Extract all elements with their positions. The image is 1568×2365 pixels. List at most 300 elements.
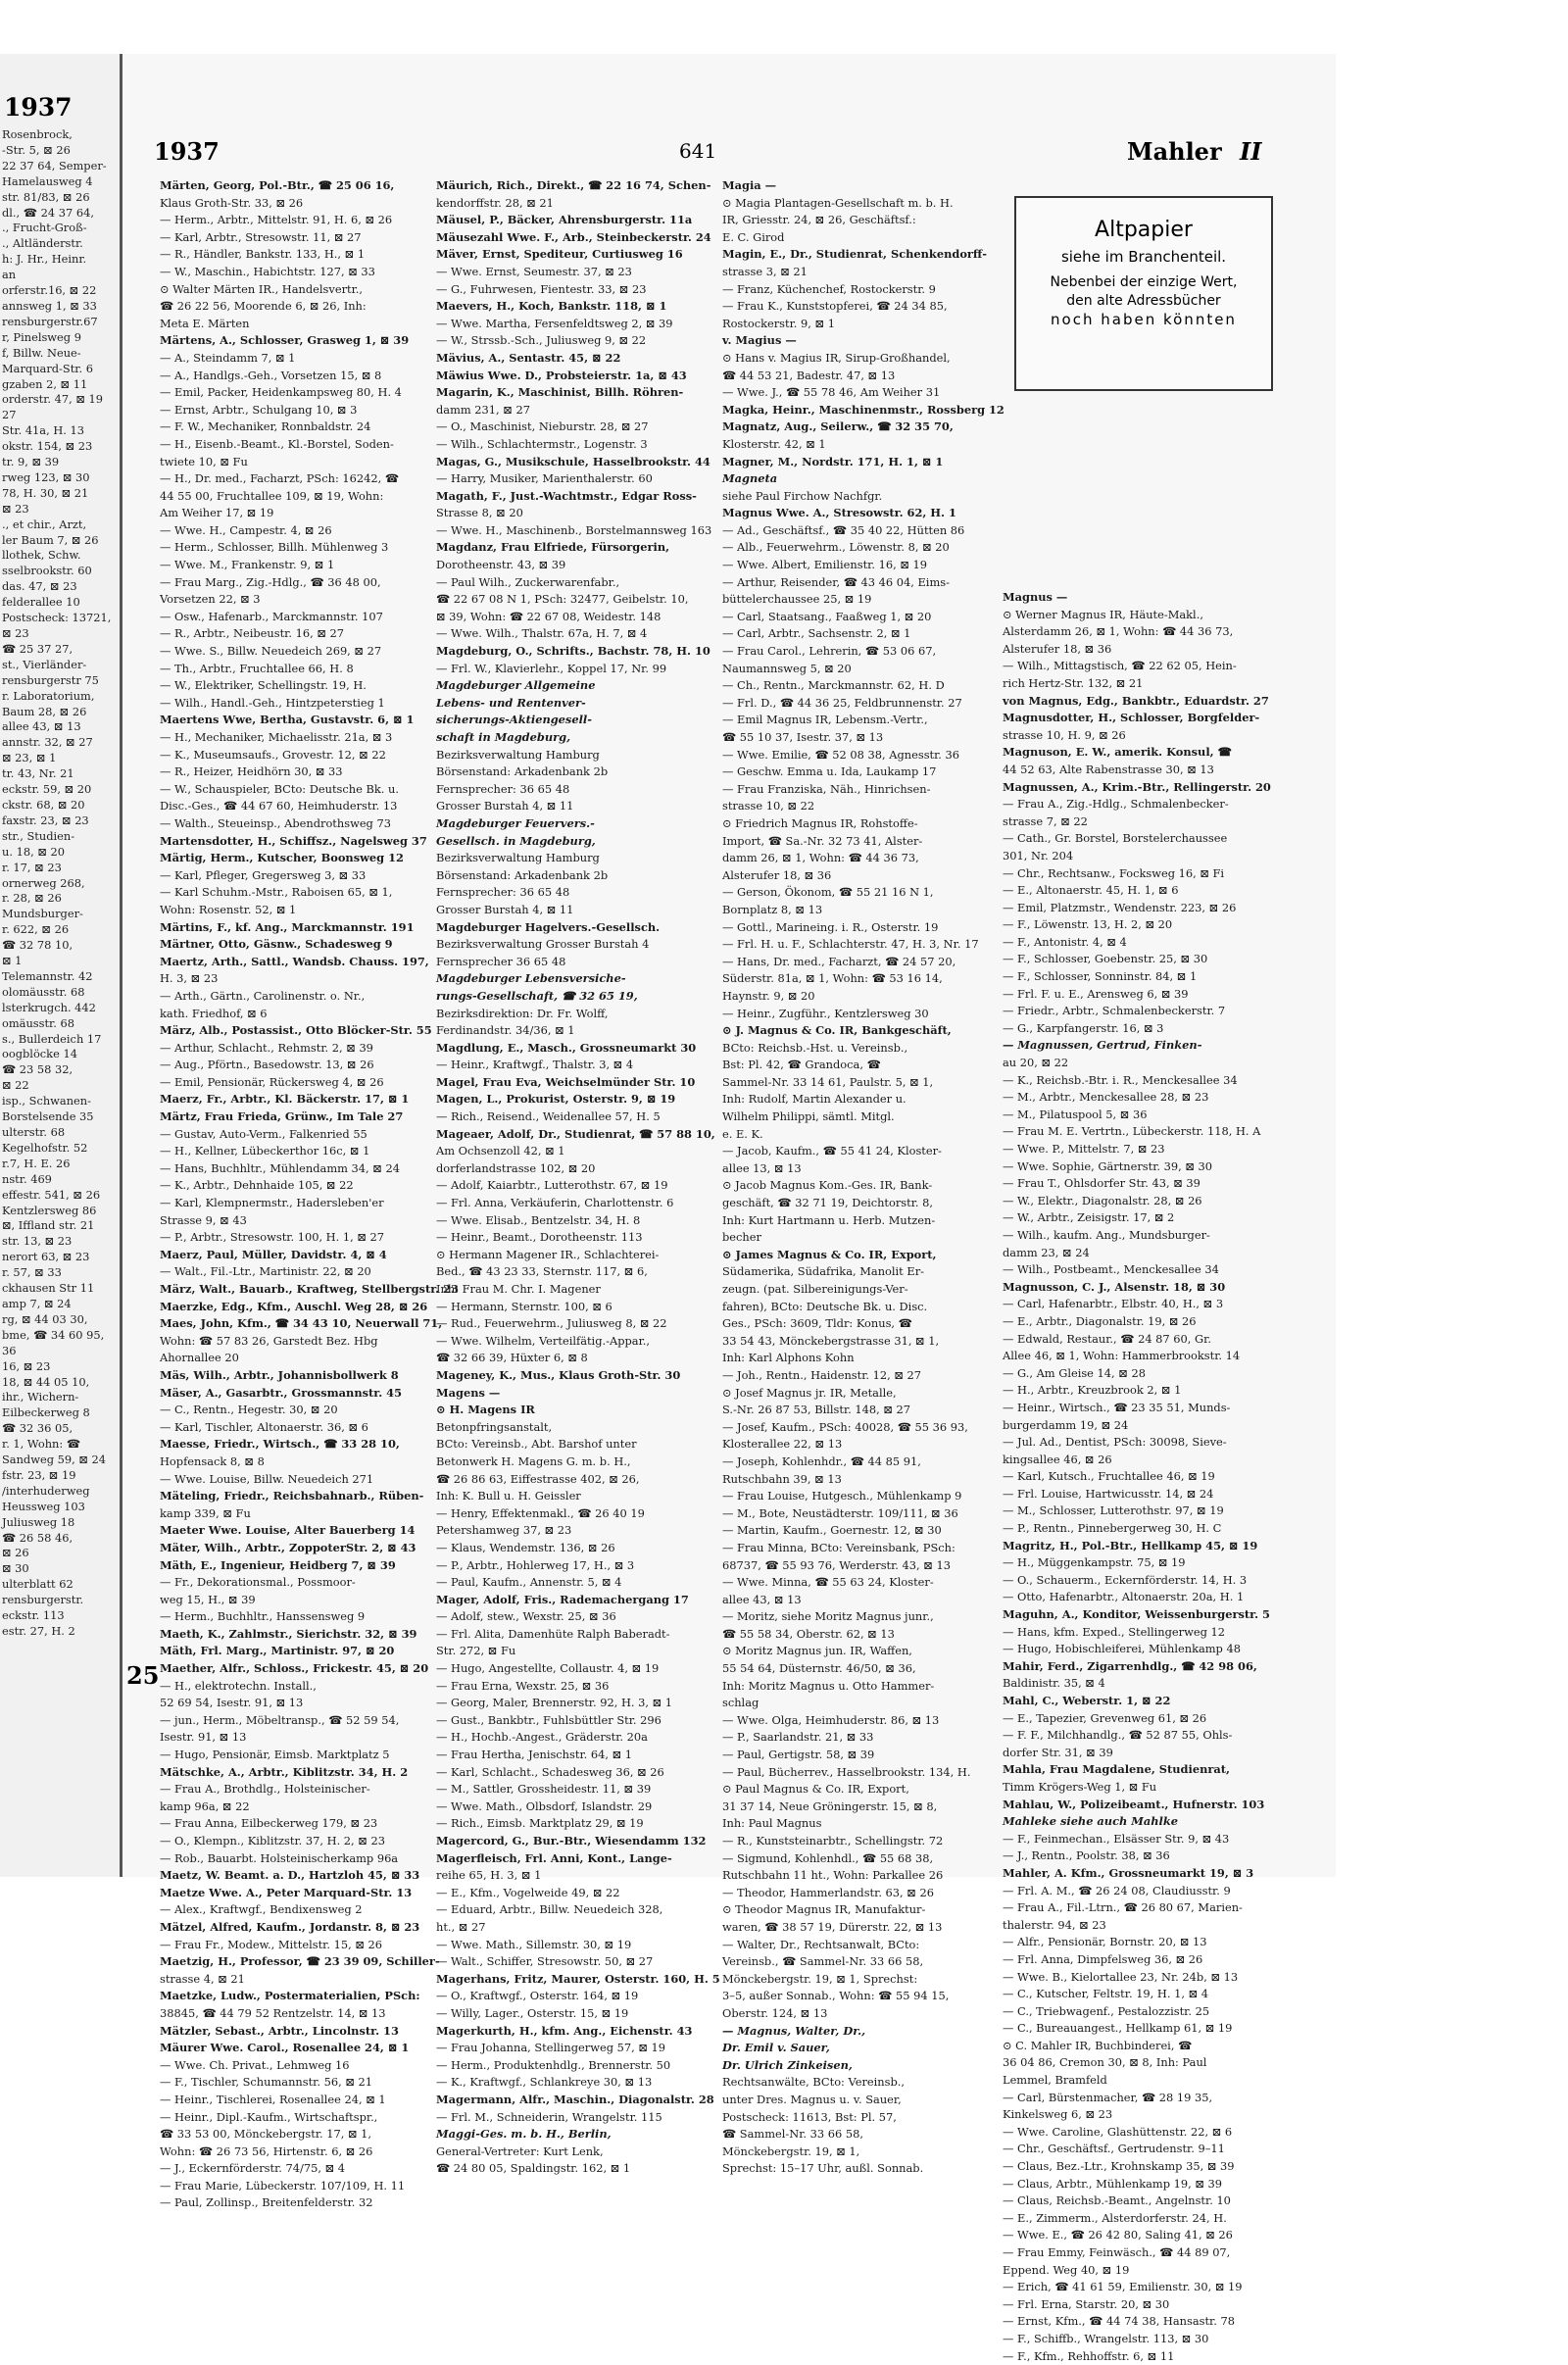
prev-page-line: r. 17, ⊠ 23: [2, 860, 62, 874]
directory-entry-line: — Hermann, Sternstr. 100, ⊠ 6: [436, 1299, 612, 1313]
directory-entry-line: Bezirksverwaltung Hamburg: [436, 747, 600, 762]
directory-entry-line: ☎ 32 66 39, Hüxter 6, ⊠ 8: [436, 1351, 588, 1365]
directory-entry-line: Rechtsanwälte, BCto: Vereinsb.,: [722, 2075, 905, 2090]
directory-entry-line: Mahler, A. Kfm., Grossneumarkt 19, ⊠ 3: [1003, 1865, 1254, 1880]
directory-entry-line: Sammel-Nr. 33 14 61, Paulstr. 5, ⊠ 1,: [722, 1074, 934, 1089]
directory-entry-line: Mageaer, Adolf, Dr., Studienrat, ☎ 57 88 10,: [436, 1126, 715, 1141]
directory-entry-line: — Wwe. S., Billw. Neuedeich 269, ⊠ 27: [160, 644, 382, 659]
directory-entry-line: Magneta: [722, 471, 778, 486]
prev-page-line: rweg 123, ⊠ 30: [2, 469, 90, 484]
prev-page-line: ihr., Wichern-: [2, 1390, 79, 1404]
prev-page-line: sselbrookstr. 60: [2, 564, 92, 578]
directory-entry-line: Wohn: ☎ 26 73 56, Hirtenstr. 6, ⊠ 26: [160, 2143, 373, 2158]
directory-entry-line: thalerstr. 94, ⊠ 23: [1003, 1917, 1106, 1932]
directory-entry-line: Martensdotter, H., Schiffsz., Nagelsweg 37: [160, 833, 427, 848]
directory-entry-line: ⊙ Theodor Magnus IR, Manufaktur-: [722, 1902, 926, 1917]
ad-title: Altpapier: [1095, 218, 1193, 242]
directory-entry-line: — Otto, Hafenarbtr., Altonaerstr. 20a, H. 1: [1003, 1590, 1245, 1604]
directory-entry-line: Wilhelm Philippi, sämtl. Mitgl.: [722, 1109, 895, 1124]
prev-page-line: ☎ 25 37 27,: [2, 641, 74, 656]
directory-entry-line: — W., Elektr., Diagonalstr. 28, ⊠ 26: [1003, 1193, 1202, 1207]
prev-page-line: st., Vierländer-: [2, 657, 87, 671]
prev-page-line: Mundsburger-: [2, 907, 83, 921]
directory-entry-line: — jun., Herm., Möbeltransp., ☎ 52 59 54,: [160, 1712, 400, 1727]
prev-page-line: felderallee 10: [2, 595, 80, 610]
prev-page-line: faxstr. 23, ⊠ 23: [2, 813, 89, 827]
directory-entry-line: Bezirksverwaltung Grosser Burstah 4: [436, 937, 650, 952]
directory-entry-line: Ges., PSch: 3609, Tldr: Konus, ☎: [722, 1316, 912, 1331]
directory-entry-line: Betonpfringsanstalt,: [436, 1419, 553, 1434]
directory-entry-line: Magerhans, Fritz, Maurer, Osterstr. 160, H. 5: [436, 1971, 720, 1986]
directory-entry-line: — Frau A., Fil.-Ltrn., ☎ 26 80 67, Marien-: [1003, 1900, 1243, 1915]
directory-entry-line: — Walth., Steueinsp., Abendrothsweg 73: [160, 815, 391, 830]
directory-entry-line: — R., Arbtr., Neibeustr. 16, ⊠ 27: [160, 626, 345, 641]
directory-entry-line: — Carl, Staatsang., Faaßweg 1, ⊠ 20: [722, 609, 932, 623]
directory-entry-line: — Rud., Feuerwehrm., Juliusweg 8, ⊠ 22: [436, 1316, 667, 1331]
directory-entry-line: Dorotheenstr. 43, ⊠ 39: [436, 558, 566, 572]
directory-entry-line: — W., Strssb.-Sch., Juliusweg 9, ⊠ 22: [436, 333, 647, 348]
directory-entry-line: — F. W., Mechaniker, Ronnbaldstr. 24: [160, 419, 371, 434]
directory-entry-line: — M., Sattler, Grossheidestr. 11, ⊠ 39: [436, 1782, 652, 1797]
directory-entry-line: — Hugo, Angestellte, Collaustr. 4, ⊠ 19: [436, 1661, 660, 1676]
directory-entry-line: ⊙ Werner Magnus IR, Häute-Makl.,: [1003, 607, 1203, 621]
directory-entry-line: — Frau Franziska, Näh., Hinrichsen-: [722, 781, 931, 796]
prev-page-line: annstr. 32, ⊠ 27: [2, 735, 93, 750]
directory-entry-line: BCto: Reichsb.-Hst. u. Vereinsb.,: [722, 1040, 908, 1055]
prev-page-line: 22 37 64, Semper-: [2, 158, 107, 172]
directory-entry-line: Dr. Emil v. Sauer,: [722, 2041, 830, 2055]
directory-entry-line: Ahornallee 20: [160, 1351, 239, 1365]
directory-entry-line: — Frau Erna, Wexstr. 25, ⊠ 36: [436, 1678, 610, 1693]
directory-entry-line: — Gust., Bankbtr., Fuhlsbüttler Str. 296: [436, 1712, 662, 1727]
directory-entry-line: H. 3, ⊠ 23: [160, 971, 219, 986]
directory-entry-line: Magnus Wwe. A., Stresowstr. 62, H. 1: [722, 506, 956, 520]
directory-entry-line: Gesellsch. in Magdeburg,: [436, 833, 596, 848]
directory-entry-line: — Frl. Alita, Damenhüte Ralph Baberadt-: [436, 1626, 670, 1641]
prev-page-line: str., Studien-: [2, 828, 75, 843]
directory-entry-line: Magel, Frau Eva, Weichselmünder Str. 10: [436, 1074, 696, 1089]
prev-page-line: ⊠, Iffland str. 21: [2, 1218, 95, 1233]
directory-entry-line: General-Vertreter: Kurt Lenk,: [436, 2143, 604, 2158]
directory-entry-line: Maguhn, A., Konditor, Weissenburgerstr. 5: [1003, 1607, 1270, 1622]
directory-entry-line: Inh: K. Bull u. H. Geissler: [436, 1489, 581, 1503]
directory-entry-line: Maeter Wwe. Louise, Alter Bauerberg 14: [160, 1523, 416, 1538]
directory-entry-line: — M., Schlosser, Lutterothstr. 97, ⊠ 19: [1003, 1503, 1224, 1518]
directory-entry-line: Magdeburger Lebensversiche-: [436, 971, 626, 986]
directory-entry-line: — H., Arbtr., Kreuzbrook 2, ⊠ 1: [1003, 1383, 1182, 1398]
directory-entry-line: Maerzke, Edg., Kfm., Auschl. Weg 28, ⊠ 26: [160, 1299, 428, 1313]
directory-entry-line: — Wwe. Olga, Heimhuderstr. 86, ⊠ 13: [722, 1712, 940, 1727]
directory-entry-line: — Frau Carol., Lehrerin, ☎ 53 06 67,: [722, 644, 937, 659]
directory-entry-line: Maerz, Fr., Arbtr., Kl. Bäckerstr. 17, ⊠ 1: [160, 1092, 410, 1107]
prev-page-line: ., Frucht-Groß-: [2, 221, 87, 235]
directory-entry-line: — O., Maschinist, Nieburstr. 28, ⊠ 27: [436, 419, 649, 434]
directory-entry-line: — H., Kellner, Lübeckerthor 16c, ⊠ 1: [160, 1144, 370, 1158]
directory-entry-line: Am Ochsenzoll 42, ⊠ 1: [436, 1144, 565, 1158]
directory-entry-line: — Josef, Kaufm., PSch: 40028, ☎ 55 36 93,: [722, 1419, 968, 1434]
prev-page-line: Baum 28, ⊠ 26: [2, 704, 87, 718]
directory-entry-line: ☎ 44 53 21, Badestr. 47, ⊠ 13: [722, 368, 896, 382]
ad-line: den alte Adressbücher: [1066, 293, 1221, 309]
directory-entry-line: — Frl. A. M., ☎ 26 24 08, Claudiusstr. 9: [1003, 1883, 1231, 1897]
directory-entry-line: ⊙ Moritz Magnus jun. IR, Waffen,: [722, 1644, 912, 1658]
directory-entry-line: — F., Kfm., Rehhoffstr. 6, ⊠ 11: [1003, 2348, 1175, 2363]
prev-page-line: Kegelhofstr. 52: [2, 1140, 88, 1155]
prev-page-line: ⊠ 23: [2, 626, 29, 640]
directory-entry-line: — Carl, Bürstenmacher, ☎ 28 19 35,: [1003, 2090, 1213, 2104]
directory-entry-line: — O., Kraftwgf., Osterstr. 164, ⊠ 19: [436, 1989, 639, 2003]
directory-entry-line: — M., Arbtr., Menckesallee 28, ⊠ 23: [1003, 1090, 1209, 1105]
directory-entry-line: — Chr., Rechtsanw., Focksweg 16, ⊠ Fi: [1003, 865, 1225, 880]
directory-entry-line: Mätzel, Alfred, Kaufm., Jordanstr. 8, ⊠ 23: [160, 1919, 420, 1934]
directory-entry-line: — Ch., Rentn., Marckmannstr. 62, H. D: [722, 678, 945, 693]
directory-entry-line: dorferlandstrasse 102, ⊠ 20: [436, 1160, 596, 1175]
directory-entry-line: — E., Altonaerstr. 45, H. 1, ⊠ 6: [1003, 883, 1179, 898]
directory-entry-line: Alsterdamm 26, ⊠ 1, Wohn: ☎ 44 36 73,: [1003, 624, 1234, 639]
prev-page-line: s., Bullerdeich 17: [2, 1031, 102, 1046]
prev-page-line: r. 28, ⊠ 26: [2, 891, 62, 906]
directory-entry-line: Mäs, Wilh., Arbtr., Johannisbollwerk 8: [160, 1367, 399, 1382]
directory-entry-line: — Wwe. P., Mittelstr. 7, ⊠ 23: [1003, 1142, 1165, 1156]
prev-page-line: tr. 43, Nr. 21: [2, 766, 74, 781]
column-4: [1003, 589, 1297, 2365]
directory-entry-line: — F. F., Milchhandlg., ☎ 52 87 55, Ohls-: [1003, 1728, 1233, 1743]
directory-entry-line: — Magnus, Walter, Dr.,: [722, 2023, 866, 2038]
directory-entry-line: 55 54 64, Düsternstr. 46/50, ⊠ 36,: [722, 1661, 916, 1676]
directory-entry-line: Magia —: [722, 178, 777, 192]
directory-entry-line: Maesse, Friedr., Wirtsch., ☎ 33 28 10,: [160, 1437, 400, 1452]
directory-entry-line: ☎ 55 58 34, Oberstr. 62, ⊠ 13: [722, 1626, 895, 1641]
prev-page-line: isp., Schwanen-: [2, 1094, 91, 1109]
page-header: [122, 137, 1336, 176]
directory-entry-line: Mäter, Wilh., Arbtr., ZoppoterStr. 2, ⊠ 43: [160, 1540, 416, 1554]
directory-entry-line: — Friedr., Arbtr., Schmalenbeckerstr. 7: [1003, 1004, 1226, 1018]
prev-page-line: estr. 27, H. 2: [2, 1624, 75, 1638]
directory-entry-line: — Joh., Rentn., Haidenstr. 12, ⊠ 27: [722, 1367, 922, 1382]
prev-page-line: Postscheck: 13721,: [2, 611, 112, 625]
prev-page-line: Hamelausweg 4: [2, 173, 93, 188]
directory-entry-line: Strasse 9, ⊠ 43: [160, 1212, 247, 1227]
directory-entry-line: — Wwe. Albert, Emilienstr. 16, ⊠ 19: [722, 558, 927, 572]
directory-entry-line: Lemmel, Bramfeld: [1003, 2073, 1107, 2088]
directory-entry-line: sicherungs-Aktiengesell-: [436, 713, 592, 727]
directory-entry-line: Maggi-Ges. m. b. H., Berlin,: [436, 2127, 612, 2142]
directory-entry-line: Haynstr. 9, ⊠ 20: [722, 988, 815, 1003]
prev-page-line: allee 43, ⊠ 13: [2, 719, 81, 734]
directory-entry-line: — Hans, kfm. Exped., Stellingerweg 12: [1003, 1624, 1226, 1639]
directory-entry-line: weg 15, H., ⊠ 39: [160, 1592, 256, 1606]
prev-page-line: amp 7, ⊠ 24: [2, 1296, 72, 1310]
directory-entry-line: — Hans, Dr. med., Facharzt, ☎ 24 57 20,: [722, 954, 956, 968]
directory-entry-line: — R., Kunststeinarbtr., Schellingstr. 72: [722, 1834, 944, 1848]
directory-entry-line: — Gerson, Ökonom, ☎ 55 21 16 N 1,: [722, 885, 934, 900]
directory-entry-line: reihe 65, H. 3, ⊠ 1: [436, 1868, 542, 1883]
prev-page-line: ☎ 32 78 10,: [2, 938, 74, 953]
directory-entry-line: — Magnussen, Gertrud, Finken-: [1003, 1038, 1202, 1053]
directory-entry-line: — J., Eckernförderstr. 74/75, ⊠ 4: [160, 2161, 346, 2176]
directory-entry-line: au 20, ⊠ 22: [1003, 1056, 1069, 1070]
directory-entry-line: — Ernst, Kfm., ☎ 44 74 38, Hansastr. 78: [1003, 2314, 1235, 2329]
prev-page-line: 18, ⊠ 44 05 10,: [2, 1374, 90, 1389]
directory-entry-line: — Wwe. Math., Sillemstr. 30, ⊠ 19: [436, 1937, 632, 1951]
directory-entry-line: becher: [722, 1230, 761, 1245]
directory-entry-line: — F., Schiffb., Wrangelstr. 113, ⊠ 30: [1003, 2331, 1209, 2345]
directory-entry-line: ☎ 33 53 00, Mönckebergstr. 17, ⊠ 1,: [160, 2127, 372, 2142]
directory-entry-line: Mäwius Wwe. D., Probsteierstr. 1a, ⊠ 43: [436, 368, 687, 382]
prev-page-line: gzaben 2, ⊠ 11: [2, 376, 88, 391]
directory-entry-line: ☎ 26 86 63, Eiffestrasse 402, ⊠ 26,: [436, 1471, 640, 1486]
directory-entry-line: — Carl, Hafenarbtr., Elbstr. 40, H., ⊠ 3: [1003, 1297, 1224, 1311]
directory-entry-line: Isestr. 91, ⊠ 13: [160, 1730, 247, 1745]
directory-entry-line: Vorsetzen 22, ⊠ 3: [160, 592, 261, 607]
directory-entry-line: Magarin, K., Maschinist, Billh. Röhren-: [436, 385, 684, 400]
prev-page-line: Heussweg 103: [2, 1499, 85, 1513]
directory-entry-line: burgerdamm 19, ⊠ 24: [1003, 1417, 1129, 1432]
directory-entry-line: — Wwe. H., Maschinenb., Borstelmannsweg 163: [436, 522, 712, 537]
directory-entry-line: Magermann, Alfr., Maschin., Diagonalstr. 28: [436, 2092, 714, 2106]
prev-page-line: ckhausen Str 11: [2, 1281, 95, 1296]
directory-entry-line: — Martin, Kaufm., Goernestr. 12, ⊠ 30: [722, 1523, 942, 1538]
directory-entry-line: — Karl, Klempnermstr., Hadersleben'er: [160, 1196, 384, 1210]
prev-page-line: /interhuderweg: [2, 1483, 90, 1498]
directory-entry-line: — Carl, Arbtr., Sachsenstr. 2, ⊠ 1: [722, 626, 911, 641]
directory-entry-line: — Franz, Küchenchef, Rostockerstr. 9: [722, 281, 936, 296]
directory-entry-line: strasse 7, ⊠ 22: [1003, 813, 1088, 828]
directory-entry-line: Maetz, W. Beamt. a. D., Hartzloh 45, ⊠ 33: [160, 1868, 420, 1883]
directory-entry-line: Lebens- und Rentenver-: [436, 695, 586, 710]
directory-entry-line: — Wilh., Mittagstisch, ☎ 22 62 05, Hein-: [1003, 659, 1237, 673]
directory-entry-line: ⊙ Hermann Magener IR., Schlachterei-: [436, 1247, 660, 1261]
directory-entry-line: Magdeburger Allgemeine: [436, 678, 596, 693]
prev-page-line: lsterkrugch. 442: [2, 1000, 96, 1014]
directory-entry-line: — Frau A., Zig.-Hdlg., Schmalenbecker-: [1003, 797, 1229, 812]
directory-entry-line: — F., Schlosser, Goebenstr. 25, ⊠ 30: [1003, 952, 1208, 966]
directory-entry-line: Maerz, Paul, Müller, Davidstr. 4, ⊠ 4: [160, 1247, 387, 1261]
directory-entry-line: — Moritz, siehe Moritz Magnus junr.,: [722, 1609, 934, 1624]
directory-entry-line: IR, Griesstr. 24, ⊠ 26, Geschäftsf.:: [722, 213, 916, 227]
directory-entry-line: — A., Steindamm 7, ⊠ 1: [160, 350, 296, 365]
directory-entry-line: Maevers, H., Koch, Bankstr. 118, ⊠ 1: [436, 299, 667, 314]
directory-entry-line: e. E. K.: [722, 1126, 763, 1141]
directory-entry-line: — Frau T., Ohlsdorfer Str. 43, ⊠ 39: [1003, 1176, 1200, 1191]
prev-page-line: oogblöcke 14: [2, 1047, 77, 1061]
directory-entry-line: — Joseph, Kohlenhdr., ☎ 44 85 91,: [722, 1453, 921, 1468]
directory-entry-line: — Wwe. Ch. Privat., Lehmweg 16: [160, 2057, 350, 2072]
prev-page-line: r. 622, ⊠ 26: [2, 922, 70, 937]
directory-entry-line: — Wwe. Ernst, Seumestr. 37, ⊠ 23: [436, 264, 632, 278]
directory-entry-line: Fernsprecher 36 65 48: [436, 954, 566, 968]
prev-page-line: Marquard-Str. 6: [2, 361, 93, 375]
directory-entry-line: — Emil, Pensionär, Rückersweg 4, ⊠ 26: [160, 1074, 384, 1089]
directory-entry-line: Eppend. Weg 40, ⊠ 19: [1003, 2262, 1130, 2277]
directory-entry-line: 52 69 54, Isestr. 91, ⊠ 13: [160, 1696, 304, 1710]
altpapier-ad-box: [1014, 196, 1273, 391]
directory-entry-line: — Ad., Geschäftsf., ☎ 35 40 22, Hütten 86: [722, 522, 965, 537]
directory-entry-line: Märtins, F., kf. Ang., Marckmannstr. 191: [160, 919, 415, 934]
directory-entry-line: ☎ 55 10 37, Isestr. 37, ⊠ 13: [722, 730, 884, 744]
prev-page-line: olomäusstr. 68: [2, 984, 85, 999]
directory-entry-line: 44 52 63, Alte Rabenstrasse 30, ⊠ 13: [1003, 762, 1214, 776]
directory-entry-line: — Wwe. E., ☎ 26 42 80, Saling 41, ⊠ 26: [1003, 2228, 1233, 2242]
prev-page-line: r, Pinelsweg 9: [2, 329, 81, 344]
prev-page-line: 36: [2, 1343, 17, 1357]
directory-entry-line: — Karl, Pfleger, Gregersweg 3, ⊠ 33: [160, 867, 367, 882]
directory-entry-line: 68737, ☎ 55 93 76, Werderstr. 43, ⊠ 13: [722, 1557, 951, 1572]
directory-entry-line: — F., Tischler, Schumannstr. 56, ⊠ 21: [160, 2075, 372, 2090]
directory-entry-line: ⊙ Josef Magnus jr. IR, Metalle,: [722, 1385, 897, 1400]
directory-entry-line: schaft in Magdeburg,: [436, 730, 571, 744]
directory-entry-line: Maertz, Arth., Sattl., Wandsb. Chauss. 197,: [160, 954, 429, 968]
directory-entry-line: Petershamweg 37, ⊠ 23: [436, 1523, 572, 1538]
directory-entry-line: — Wwe. Emilie, ☎ 52 08 38, Agnesstr. 36: [722, 747, 960, 762]
prev-page-lines: [0, 127, 120, 1640]
previous-page-strip: [0, 54, 122, 1877]
directory-entry-line: — K., Museumsaufs., Grovestr. 12, ⊠ 22: [160, 747, 386, 762]
directory-entry-line: — Wilh., Schlachtermstr., Logenstr. 3: [436, 436, 648, 451]
directory-entry-line: — Frau Hertha, Jenischstr. 64, ⊠ 1: [436, 1748, 633, 1762]
directory-entry-line: — J., Rentn., Poolstr. 38, ⊠ 36: [1003, 1848, 1170, 1863]
directory-entry-line: ⊠ 39, Wohn: ☎ 22 67 08, Weidestr. 148: [436, 609, 662, 623]
prev-page-line: ulterstr. 68: [2, 1125, 66, 1139]
directory-entry-line: — F., Antonistr. 4, ⊠ 4: [1003, 934, 1127, 949]
directory-entry-line: — Paul, Gertigstr. 58, ⊠ 39: [722, 1748, 875, 1762]
directory-entry-line: geschäft, ☎ 32 71 19, Deichtorstr. 8,: [722, 1196, 934, 1210]
page-number: 641: [679, 139, 717, 163]
directory-entry-line: Inh: Frau M. Chr. I. Magener: [436, 1282, 601, 1296]
directory-entry-line: Alsterufer 18, ⊠ 36: [1003, 641, 1112, 656]
prev-page-line: dl., ☎ 24 37 64,: [2, 205, 94, 220]
directory-entry-line: Mäteling, Friedr., Reichsbahnarb., Rüben-: [160, 1489, 424, 1503]
directory-entry-line: damm 26, ⊠ 1, Wohn: ☎ 44 36 73,: [722, 851, 919, 865]
directory-entry-line: — Frl. Anna, Verkäuferin, Charlottenstr. 6: [436, 1196, 674, 1210]
directory-entry-line: Meta E. Märten: [160, 316, 250, 330]
directory-entry-line: Magnuson, E. W., amerik. Konsul, ☎: [1003, 745, 1232, 760]
directory-entry-line: Mäth, E., Ingenieur, Heidberg 7, ⊠ 39: [160, 1557, 396, 1572]
directory-entry-line: — Georg, Maler, Brennerstr. 92, H. 3, ⊠ 1: [436, 1696, 673, 1710]
directory-entry-line: — C., Rentn., Hegestr. 30, ⊠ 20: [160, 1403, 338, 1417]
directory-entry-line: — O., Klempn., Kiblitzstr. 37, H. 2, ⊠ 23: [160, 1834, 385, 1848]
directory-entry-line: — C., Bureauangest., Hellkamp 61, ⊠ 19: [1003, 2021, 1233, 2036]
prev-page-line: r. 1, Wohn: ☎: [2, 1437, 81, 1452]
directory-entry-line: — Wwe. Wilh., Thalstr. 67a, H. 7, ⊠ 4: [436, 626, 648, 641]
prev-page-line: ⊠ 23, ⊠ 1: [2, 751, 57, 765]
directory-entry-line: — Wwe. Martha, Fersenfeldtsweg 2, ⊠ 39: [436, 316, 673, 330]
directory-entry-line: v. Magius —: [722, 333, 797, 348]
directory-entry-line: — Alex., Kraftwgf., Bendixensweg 2: [160, 1902, 363, 1917]
directory-entry-line: damm 231, ⊠ 27: [436, 402, 530, 417]
directory-entry-line: büttelerchaussee 25, ⊠ 19: [722, 592, 872, 607]
prev-page-line: r. Laboratorium,: [2, 688, 95, 703]
directory-entry-line: Ferdinandstr. 34/36, ⊠ 1: [436, 1023, 575, 1038]
directory-entry-line: — Jacob, Kaufm., ☎ 55 41 24, Kloster-: [722, 1144, 942, 1158]
directory-entry-line: ⊙ H. Magens IR: [436, 1403, 535, 1417]
directory-entry-line: Oberstr. 124, ⊠ 13: [722, 2005, 828, 2020]
prev-page-line: rensburgerstr 75: [2, 672, 99, 687]
directory-entry-line: — Frau Johanna, Stellingerweg 57, ⊠ 19: [436, 2041, 666, 2055]
directory-entry-line: — Herm., Buchhltr., Hanssensweg 9: [160, 1609, 366, 1624]
directory-entry-line: E. C. Girod: [722, 229, 785, 244]
directory-entry-line: strasse 10, ⊠ 22: [722, 799, 815, 813]
directory-entry-line: 31 37 14, Neue Gröningerstr. 15, ⊠ 8,: [722, 1798, 938, 1813]
directory-entry-line: — Frl. D., ☎ 44 36 25, Feldbrunnenstr. 27: [722, 695, 962, 710]
directory-entry-line: ⊙ J. Magnus & Co. IR, Bankgeschäft,: [722, 1023, 952, 1038]
directory-entry-line: März, Alb., Postassist., Otto Blöcker-Str. 55: [160, 1023, 432, 1038]
directory-entry-line: — W., Elektriker, Schellingstr. 19, H.: [160, 678, 367, 693]
directory-entry-line: Börsenstand: Arkadenbank 2b: [436, 867, 609, 882]
directory-entry-line: — Frl. Anna, Dimpfelsweg 36, ⊠ 26: [1003, 1951, 1203, 1966]
prev-page-line: ⊠ 26: [2, 1546, 29, 1560]
directory-entry-line: — Frl. F. u. E., Arensweg 6, ⊠ 39: [1003, 986, 1189, 1001]
directory-entry-line: — Adolf, stew., Wexstr. 25, ⊠ 36: [436, 1609, 616, 1624]
directory-entry-line: Bezirksverwaltung Hamburg: [436, 851, 600, 865]
directory-entry-line: — Frau Marie, Lübeckerstr. 107/109, H. 11: [160, 2178, 406, 2193]
directory-entry-line: — H., Eisenb.-Beamt., Kl.-Borstel, Soden-: [160, 436, 394, 451]
directory-entry-line: — Paul, Kaufm., Annenstr. 5, ⊠ 4: [436, 1575, 622, 1590]
directory-entry-line: — Walt., Fil.-Ltr., Martinistr. 22, ⊠ 20: [160, 1264, 371, 1279]
directory-entry-line: — H., Hochb.-Angest., Gräderstr. 20a: [436, 1730, 648, 1745]
directory-entry-line: ☎ 22 67 08 N 1, PSch: 32477, Geibelstr. 10,: [436, 592, 689, 607]
directory-entry-line: Dr. Ulrich Zinkeisen,: [722, 2057, 853, 2072]
prev-page-line: effestr. 541, ⊠ 26: [2, 1187, 101, 1202]
directory-entry-line: ☎ 24 80 05, Spaldingstr. 162, ⊠ 1: [436, 2161, 631, 2176]
directory-entry-line: — H., Dr. med., Facharzt, PSch: 16242, ☎: [160, 471, 400, 486]
directory-entry-line: Timm Krögers-Weg 1, ⊠ Fu: [1003, 1779, 1157, 1794]
directory-entry-line: — Paul, Bücherrev., Hasselbrookstr. 134, H.: [722, 1764, 971, 1779]
directory-entry-line: zeugn. (pat. Silbereinigungs-Ver-: [722, 1282, 908, 1296]
directory-entry-line: — Heinr., Tischlerei, Rosenallee 24, ⊠ 1: [160, 2092, 386, 2106]
directory-entry-line: — P., Arbtr., Stresowstr. 100, H. 1, ⊠ 27: [160, 1230, 385, 1245]
directory-entry-line: — W., Maschin., Habichtstr. 127, ⊠ 33: [160, 264, 375, 278]
prev-page-line: tr. 9, ⊠ 39: [2, 455, 60, 469]
directory-entry-line: ☎ 26 22 56, Moorende 6, ⊠ 26, Inh:: [160, 299, 367, 314]
prev-page-line: ckstr. 68, ⊠ 20: [2, 797, 85, 812]
directory-entry-line: ht., ⊠ 27: [436, 1919, 486, 1934]
directory-entry-line: Magens —: [436, 1385, 501, 1400]
directory-entry-line: Mäurich, Rich., Direkt., ☎ 22 16 74, Schen-: [436, 178, 711, 192]
prev-page-line: ☎ 23 58 32,: [2, 1062, 74, 1077]
prev-page-line: ☎ 26 58 46,: [2, 1530, 74, 1545]
directory-entry-line: Maetzig, H., Professor, ☎ 23 39 09, Schiller-: [160, 1954, 440, 1969]
directory-entry-line: Klosterallee 22, ⊠ 13: [722, 1437, 843, 1452]
directory-entry-line: — Henry, Effektenmakl., ☎ 26 40 19: [436, 1505, 645, 1520]
directory-entry-line: — Fr., Dekorationsmal., Possmoor-: [160, 1575, 356, 1590]
directory-entry-line: — Sigmund, Kohlenhdl., ☎ 55 68 38,: [722, 1850, 934, 1865]
prev-page-line: orderstr. 47, ⊠ 19: [2, 392, 104, 407]
directory-entry-line: Magdeburger Feuervers.-: [436, 815, 595, 830]
directory-entry-line: Märtig, Herm., Kutscher, Boonsweg 12: [160, 851, 404, 865]
directory-entry-line: — Geschw. Emma u. Ida, Laukamp 17: [722, 764, 937, 779]
directory-entry-line: fahren), BCto: Deutsche Bk. u. Disc.: [722, 1299, 928, 1313]
prev-page-line: h: J. Hr., Heinr.: [2, 252, 87, 267]
directory-entry-line: kamp 339, ⊠ Fu: [160, 1505, 251, 1520]
directory-entry-line: — Frau Louise, Hutgesch., Mühlenkamp 9: [722, 1489, 962, 1503]
directory-entry-line: Bezirksdirektion: Dr. Fr. Wolff,: [436, 1006, 609, 1020]
directory-entry-line: — Heinr., Wirtsch., ☎ 23 35 51, Munds-: [1003, 1400, 1231, 1414]
directory-entry-line: Börsenstand: Arkadenbank 2b: [436, 764, 609, 779]
directory-entry-line: Mager, Adolf, Fris., Rademachergang 17: [436, 1592, 689, 1606]
directory-entry-line: ⊙ James Magnus & Co. IR, Export,: [722, 1247, 937, 1261]
directory-entry-line: Mahir, Ferd., Zigarrenhdlg., ☎ 42 98 06,: [1003, 1658, 1257, 1673]
directory-entry-line: Inh: Rudolf, Martin Alexander u.: [722, 1092, 906, 1107]
directory-entry-line: — W., Schauspieler, BCto: Deutsche Bk. u.: [160, 781, 399, 796]
directory-entry-line: S.-Nr. 26 87 53, Billstr. 148, ⊠ 27: [722, 1403, 911, 1417]
directory-entry-line: Betonwerk H. Magens G. m. b. H.,: [436, 1453, 631, 1468]
prev-page-line: ⊠ 23: [2, 501, 29, 516]
directory-entry-line: — Hugo, Hobischleiferei, Mühlenkamp 48: [1003, 1642, 1241, 1656]
directory-entry-line: Disc.-Ges., ☎ 44 67 60, Heimhuderstr. 13: [160, 799, 398, 813]
prev-page-line: an: [2, 268, 17, 282]
directory-entry-line: ⊙ Magia Plantagen-Gesellschaft m. b. H.: [722, 195, 954, 210]
